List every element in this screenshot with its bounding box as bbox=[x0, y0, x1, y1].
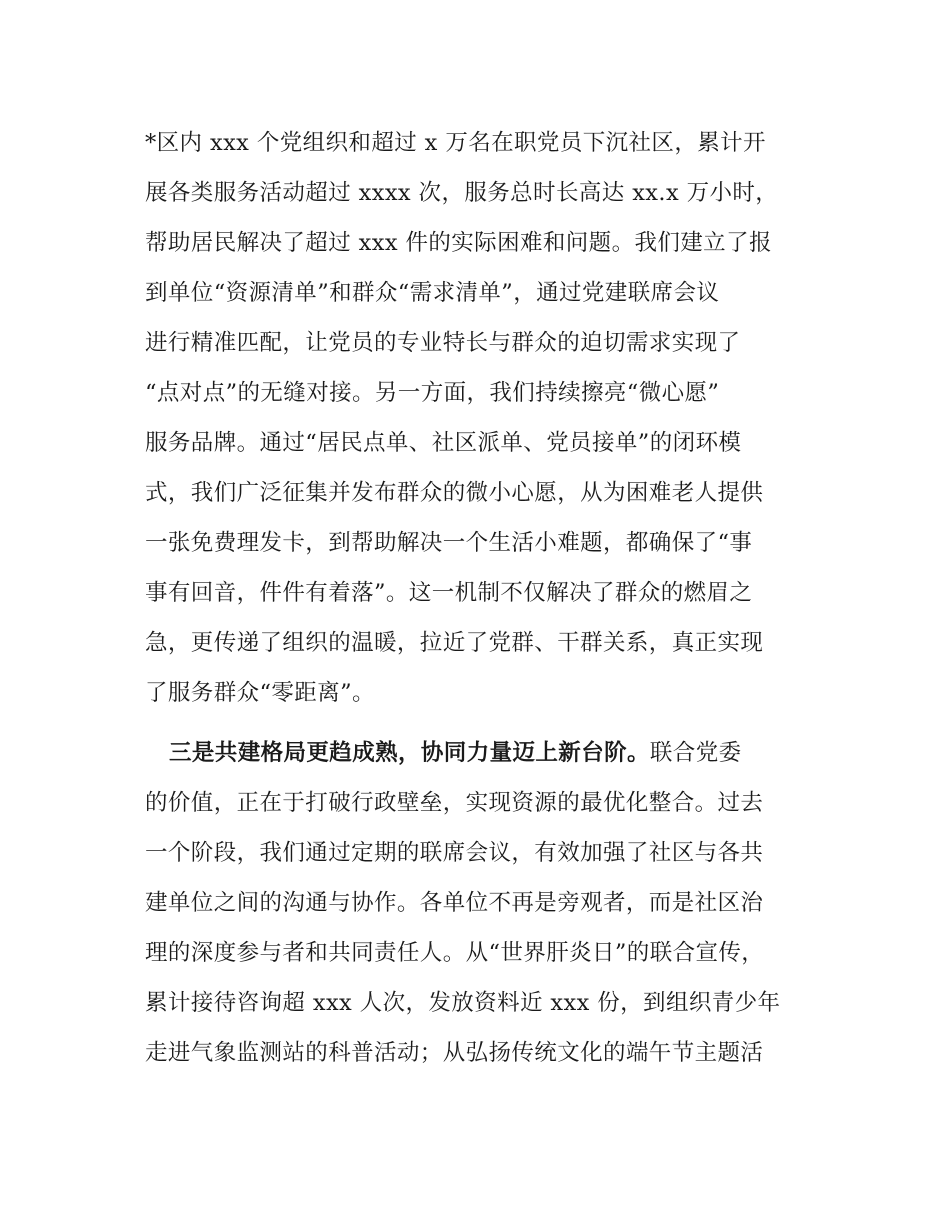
paragraph-2-line: 走进气象监测站的科普活动；从弘扬传统文化的端午节主题活 bbox=[145, 1040, 764, 1066]
paragraph-2-line: 建单位之间的沟通与协作。各单位不再是旁观者，而是社区治 bbox=[145, 890, 764, 916]
paragraph-2-line: 的价值，正在于打破行政壁垒，实现资源的最优化整合。过去 bbox=[145, 790, 764, 816]
paragraph-1-line: 服务品牌。通过“居民点单、社区派单、党员接单”的闭环模 bbox=[145, 430, 742, 456]
paragraph-1-line: 帮助居民解决了超过 xxx 件的实际困难和问题。我们建立了报 bbox=[145, 230, 772, 256]
paragraph-1-line: 展各类服务活动超过 xxxx 次，服务总时长高达 xx.x 万小时， bbox=[145, 180, 779, 206]
paragraph-1-line: 急，更传递了组织的温暖，拉近了党群、干群关系，真正实现 bbox=[145, 630, 764, 656]
paragraph-2-line: 理的深度参与者和共同责任人。从“世界肝炎日”的联合宣传， bbox=[145, 940, 765, 966]
paragraph-2-line: 累计接待咨询超 xxx 人次，发放资料近 xxx 份，到组织青少年 bbox=[145, 990, 781, 1016]
paragraph-1-line: 事有回音，件件有着落”。这一机制不仅解决了群众的燃眉之 bbox=[145, 580, 753, 606]
paragraph-2-first-line bbox=[145, 728, 835, 778]
paragraph-1-line: 了服务群众“零距离”。 bbox=[145, 680, 375, 706]
section-heading: 三是共建格局更趋成熟，协同力量迈上新台阶。 bbox=[169, 740, 650, 766]
paragraph-2-first-line-rest: 联合党委 bbox=[649, 740, 742, 766]
paragraph-1-line: “点对点”的无缝对接。另一方面，我们持续擦亮“微心愿” bbox=[145, 380, 720, 406]
paragraph-1-line: 到单位“资源清单”和群众“需求清单”，通过党建联席会议 bbox=[145, 280, 720, 306]
paragraph-1-line: 式，我们广泛征集并发布群众的微小心愿，从为困难老人提供 bbox=[145, 480, 764, 506]
paragraph-1-line: 进行精准匹配，让党员的专业特长与群众的迫切需求实现了 bbox=[145, 330, 741, 356]
paragraph-1 bbox=[145, 118, 835, 718]
paragraph-2 bbox=[145, 728, 835, 1078]
paragraph-1-line: 一张免费理发卡，到帮助解决一个生活小难题，都确保了“事 bbox=[145, 530, 753, 556]
paragraph-2-line: 一个阶段，我们通过定期的联席会议，有效加强了社区与各共 bbox=[145, 840, 764, 866]
paragraph-1-line: *区内 xxx 个党组织和超过 x 万名在职党员下沉社区，累计开 bbox=[145, 130, 766, 156]
